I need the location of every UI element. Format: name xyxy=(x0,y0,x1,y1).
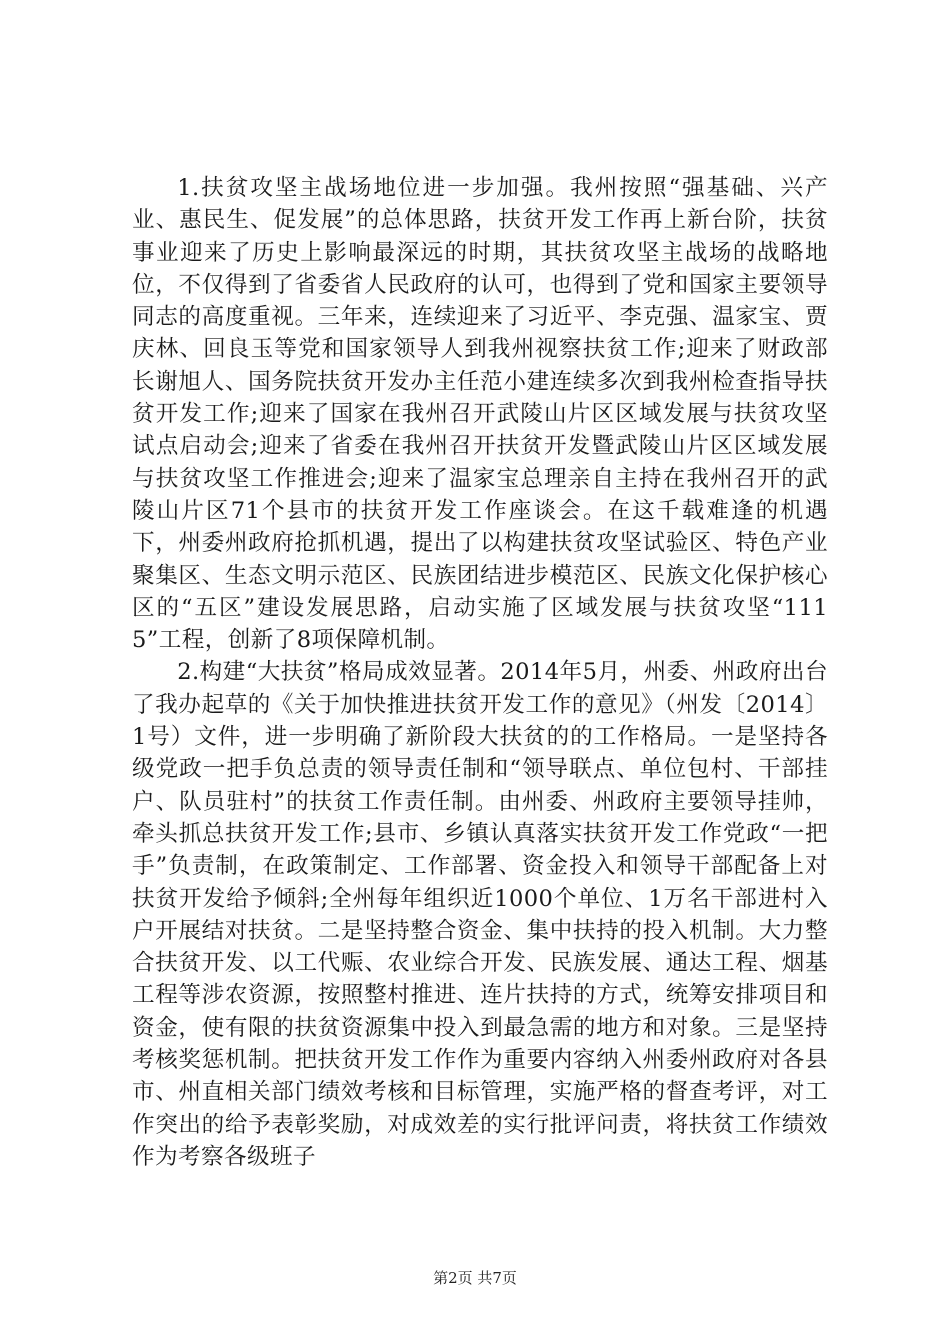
document-body xyxy=(132,172,828,1173)
paragraph-2: 2.构建“大扶贫”格局成效显著。2014年5月，州委、州政府出台了我办起草的《关于加快推进扶贫开发工作的意见》（州发〔2014〕1号）文件，进一步明确了新阶段大扶贫的的工作格局。一是坚持各级党政一把手负总责的领导责任制和“领导联点、单位包村、干部挂户、队员驻村”的扶贫工作责任制。由州委、州政府主要领导挂帅，牵头抓总扶贫开发工作;县市、乡镇认真落实扶贫开发工作党政“一把手”负责制，在政策制定、工作部署、资金投入和领导干部配备上对扶贫开发给予倾斜;全州每年组织近1000个单位、1万名干部进村入户开展结对扶贫。二是坚持整合资金、集中扶持的投入机制。大力整合扶贫开发、以工代赈、农业综合开发、民族发展、通达工程、烟基工程等涉农资源，按照整村推进、连片扶持的方式，统筹安排项目和资金，使有限的扶贫资源集中投入到最急需的地方和对象。三是坚持考核奖惩机制。把扶贫开发工作作为重要内容纳入州委州政府对各县市、州直相关部门绩效考核和目标管理，实施严格的督查考评，对工作突出的给予表彰奖励，对成效差的实行批评问责，将扶贫工作绩效作为考察各级班子 xyxy=(132,659,828,1170)
page-number-footer: 第2页 共7页 xyxy=(433,1269,517,1287)
paragraph-1: 1.扶贫攻坚主战场地位进一步加强。我州按照“强基础、兴产业、惠民生、促发展”的总体思路，扶贫开发工作再上新台阶，扶贫事业迎来了历史上影响最深远的时期，其扶贫攻坚主战场的战略地位，不仅得到了省委省人民政府的认可，也得到了党和国家主要领导同志的高度重视。三年来，连续迎来了习近平、李克强、温家宝、贾庆林、回良玉等党和国家领导人到我州视察扶贫工作;迎来了财政部长谢旭人、国务院扶贫开发办主任范小建连续多次到我州检查指导扶贫开发工作;迎来了国家在我州召开武陵山片区区域发展与扶贫攻坚试点启动会;迎来了省委在我州召开扶贫开发暨武陵山片区区域发展与扶贫攻坚工作推进会;迎来了温家宝总理亲自主持在我州召开的武陵山片区71个县市的扶贫开发工作座谈会。在这千载难逢的机遇下，州委州政府抢抓机遇，提出了以构建扶贫攻坚试验区、特色产业聚集区、生态文明示范区、民族团结进步模范区、民族文化保护核心区的“五区”建设发展思路，启动实施了区域发展与扶贫攻坚“1115”工程，创新了8项保障机制。 xyxy=(132,175,828,654)
